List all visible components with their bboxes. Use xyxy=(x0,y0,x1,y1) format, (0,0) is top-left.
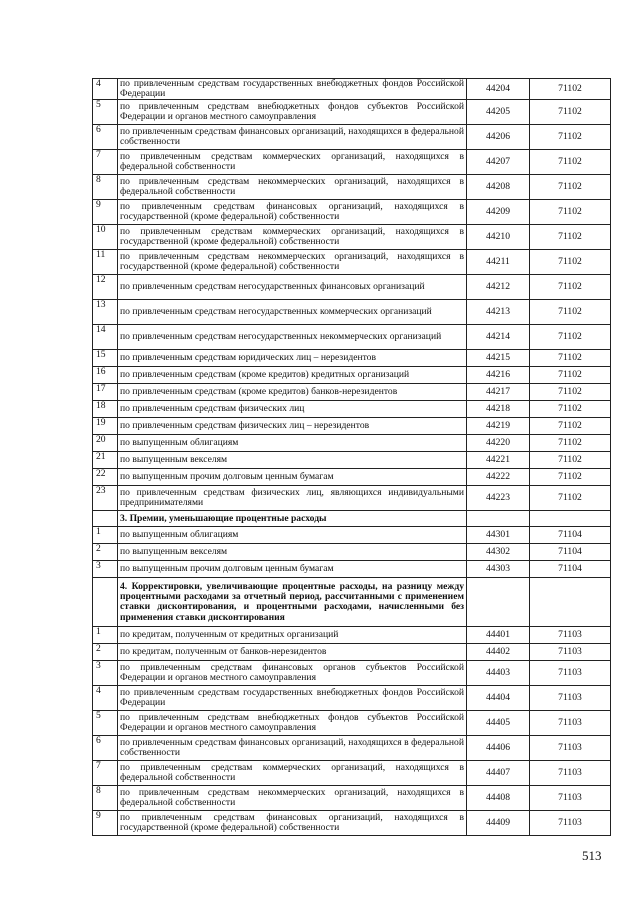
table-row xyxy=(93,175,611,200)
symbol-code xyxy=(530,511,611,527)
row-number: 12 xyxy=(93,275,118,300)
account-code: 44206 xyxy=(467,125,530,150)
account-code xyxy=(467,511,530,527)
row-description: по привлеченным средствам некоммерческих организаций, находящихся в федеральной собственности xyxy=(118,786,467,811)
table-row xyxy=(93,384,611,401)
symbol-code: 71102 xyxy=(530,367,611,384)
row-number: 7 xyxy=(93,150,118,175)
symbol-code: 71102 xyxy=(530,79,611,100)
table-row xyxy=(93,811,611,836)
row-description: по выпущенным облигациям xyxy=(118,435,467,452)
row-number: 7 xyxy=(93,761,118,786)
account-code: 44222 xyxy=(467,469,530,486)
symbol-code: 71103 xyxy=(530,627,611,644)
row-description: по привлеченным средствам физических лиц xyxy=(118,401,467,418)
account-code: 44210 xyxy=(467,225,530,250)
symbol-code: 71102 xyxy=(530,486,611,511)
symbol-code: 71102 xyxy=(530,300,611,325)
row-number: 18 xyxy=(93,401,118,418)
symbol-code: 71102 xyxy=(530,418,611,435)
account-code: 44302 xyxy=(467,544,530,561)
symbol-code: 71104 xyxy=(530,544,611,561)
symbol-code: 71102 xyxy=(530,200,611,225)
account-code: 44401 xyxy=(467,627,530,644)
account-code: 44405 xyxy=(467,711,530,736)
row-number: 3 xyxy=(93,561,118,578)
row-number: 6 xyxy=(93,125,118,150)
table-row xyxy=(93,225,611,250)
symbol-code: 71102 xyxy=(530,384,611,401)
row-description: по привлеченным средствам негосударственных финансовых организаций xyxy=(118,275,467,300)
row-number: 5 xyxy=(93,711,118,736)
table-row xyxy=(93,711,611,736)
account-code: 44407 xyxy=(467,761,530,786)
symbol-code: 71102 xyxy=(530,150,611,175)
section-title: 4. Корректировки, увеличивающие процентные расходы, на разницу между процентными расходами за отчетный период, рассчитанными с применением ставки дисконтирования, и процентными расходами, начисленными без применения ставки дисконтирования xyxy=(118,578,467,627)
row-number: 11 xyxy=(93,250,118,275)
row-number: 1 xyxy=(93,527,118,544)
row-number: 13 xyxy=(93,300,118,325)
row-description: по привлеченным средствам внебюджетных фондов субъектов Российской Федерации и органов местного самоуправления xyxy=(118,711,467,736)
symbol-code: 71104 xyxy=(530,527,611,544)
row-description: по кредитам, полученным от банков-нерезидентов xyxy=(118,644,467,661)
symbol-code: 71102 xyxy=(530,469,611,486)
account-code: 44403 xyxy=(467,661,530,686)
row-number: 23 xyxy=(93,486,118,511)
account-code: 44223 xyxy=(467,486,530,511)
row-number: 14 xyxy=(93,325,118,350)
table-row xyxy=(93,661,611,686)
account-code: 44204 xyxy=(467,79,530,100)
row-description: по привлеченным средствам финансовых органов субъектов Российской Федерации и органов местного самоуправления xyxy=(118,661,467,686)
page-number: 513 xyxy=(582,848,602,863)
account-code: 44219 xyxy=(467,418,530,435)
table-row xyxy=(93,527,611,544)
row-number: 4 xyxy=(93,79,118,100)
table-row xyxy=(93,736,611,761)
row-number: 22 xyxy=(93,469,118,486)
symbol-code: 71102 xyxy=(530,275,611,300)
symbol-code xyxy=(530,578,611,627)
account-code: 44214 xyxy=(467,325,530,350)
table-row xyxy=(93,561,611,578)
section-title: 3. Премии, уменьшающие процентные расходы xyxy=(118,511,467,527)
row-description: по выпущенным векселям xyxy=(118,544,467,561)
row-number: 2 xyxy=(93,544,118,561)
row-description: по привлеченным средствам некоммерческих организаций, находящихся в федеральной собственности xyxy=(118,175,467,200)
table-row xyxy=(93,325,611,350)
row-description: по привлеченным средствам юридических лиц – нерезидентов xyxy=(118,350,467,367)
symbol-code: 71103 xyxy=(530,761,611,786)
account-code: 44205 xyxy=(467,100,530,125)
row-description: по привлеченным средствам (кроме кредитов) банков-нерезидентов xyxy=(118,384,467,401)
symbol-code: 71103 xyxy=(530,644,611,661)
row-description: по привлеченным средствам коммерческих организаций, находящихся в федеральной собственности xyxy=(118,150,467,175)
table-row xyxy=(93,435,611,452)
row-description: по кредитам, полученным от кредитных организаций xyxy=(118,627,467,644)
row-description: по привлеченным средствам государственных внебюджетных фондов Российской Федерации xyxy=(118,79,467,100)
row-number: 3 xyxy=(93,661,118,686)
section-header-row xyxy=(93,578,611,627)
row-description: по выпущенным облигациям xyxy=(118,527,467,544)
row-description: по привлеченным средствам внебюджетных фондов субъектов Российской Федерации и органов местного самоуправления xyxy=(118,100,467,125)
table-row xyxy=(93,79,611,100)
account-code: 44303 xyxy=(467,561,530,578)
account-code: 44213 xyxy=(467,300,530,325)
symbol-code: 71103 xyxy=(530,736,611,761)
account-code: 44209 xyxy=(467,200,530,225)
section-header-row xyxy=(93,511,611,527)
account-code: 44402 xyxy=(467,644,530,661)
table-row xyxy=(93,150,611,175)
table-row xyxy=(93,367,611,384)
accounts-table xyxy=(92,78,611,836)
table-row xyxy=(93,644,611,661)
account-code: 44406 xyxy=(467,736,530,761)
table-row xyxy=(93,100,611,125)
accounts-table-body xyxy=(93,79,611,836)
row-description: по привлеченным средствам (кроме кредитов) кредитных организаций xyxy=(118,367,467,384)
account-code: 44208 xyxy=(467,175,530,200)
row-description: по привлеченным средствам физических лиц – нерезидентов xyxy=(118,418,467,435)
row-number: 20 xyxy=(93,435,118,452)
table-row xyxy=(93,250,611,275)
symbol-code: 71102 xyxy=(530,401,611,418)
row-number: 9 xyxy=(93,811,118,836)
row-description: по привлеченным средствам некоммерческих организаций, находящихся в государственной (кроме федеральной) собственности xyxy=(118,250,467,275)
account-code: 44404 xyxy=(467,686,530,711)
symbol-code: 71104 xyxy=(530,561,611,578)
row-description: по выпущенным прочим долговым ценным бумагам xyxy=(118,469,467,486)
row-description: по привлеченным средствам коммерческих организаций, находящихся в государственной (кроме федеральной) собственности xyxy=(118,225,467,250)
table-row xyxy=(93,452,611,469)
row-number: 8 xyxy=(93,175,118,200)
row-description: по привлеченным средствам негосударственных некоммерческих организаций xyxy=(118,325,467,350)
table-row xyxy=(93,418,611,435)
row-number: 5 xyxy=(93,100,118,125)
row-number: 19 xyxy=(93,418,118,435)
symbol-code: 71102 xyxy=(530,125,611,150)
table-row xyxy=(93,350,611,367)
row-description: по привлеченным средствам финансовых организаций, находящихся в государственной (кроме федеральной) собственности xyxy=(118,200,467,225)
row-description: по привлеченным средствам финансовых организаций, находящихся в государственной (кроме федеральной) собственности xyxy=(118,811,467,836)
table-row xyxy=(93,544,611,561)
symbol-code: 71102 xyxy=(530,175,611,200)
row-number: 1 xyxy=(93,627,118,644)
table-row xyxy=(93,300,611,325)
row-description: по привлеченным средствам государственных внебюджетных фондов Российской Федерации xyxy=(118,686,467,711)
symbol-code: 71103 xyxy=(530,711,611,736)
symbol-code: 71102 xyxy=(530,350,611,367)
table-row xyxy=(93,469,611,486)
account-code: 44215 xyxy=(467,350,530,367)
row-number: 9 xyxy=(93,200,118,225)
row-description: по выпущенным прочим долговым ценным бумагам xyxy=(118,561,467,578)
row-number: 8 xyxy=(93,786,118,811)
account-code: 44409 xyxy=(467,811,530,836)
account-code: 44211 xyxy=(467,250,530,275)
row-description: по привлеченным средствам негосударственных коммерческих организаций xyxy=(118,300,467,325)
account-code: 44218 xyxy=(467,401,530,418)
row-number: 17 xyxy=(93,384,118,401)
table-row xyxy=(93,786,611,811)
table-row xyxy=(93,200,611,225)
row-description: по привлеченным средствам финансовых организаций, находящихся в федеральной собственности xyxy=(118,125,467,150)
symbol-code: 71103 xyxy=(530,811,611,836)
table-row xyxy=(93,686,611,711)
symbol-code: 71102 xyxy=(530,452,611,469)
table-row xyxy=(93,627,611,644)
row-number: 21 xyxy=(93,452,118,469)
symbol-code: 71102 xyxy=(530,435,611,452)
symbol-code: 71103 xyxy=(530,686,611,711)
row-description: по привлеченным средствам коммерческих организаций, находящихся в федеральной собственности xyxy=(118,761,467,786)
row-number: 15 xyxy=(93,350,118,367)
row-number xyxy=(93,511,118,527)
account-code: 44217 xyxy=(467,384,530,401)
row-number: 6 xyxy=(93,736,118,761)
row-number: 4 xyxy=(93,686,118,711)
row-description: по привлеченным средствам физических лиц, являющихся индивидуальными предпринимателями xyxy=(118,486,467,511)
symbol-code: 71102 xyxy=(530,100,611,125)
account-code: 44212 xyxy=(467,275,530,300)
row-number: 10 xyxy=(93,225,118,250)
table-row xyxy=(93,761,611,786)
row-number xyxy=(93,578,118,627)
row-description: по выпущенным векселям xyxy=(118,452,467,469)
table-row xyxy=(93,486,611,511)
row-number: 2 xyxy=(93,644,118,661)
row-number: 16 xyxy=(93,367,118,384)
symbol-code: 71102 xyxy=(530,250,611,275)
account-code: 44408 xyxy=(467,786,530,811)
symbol-code: 71103 xyxy=(530,661,611,686)
account-code: 44301 xyxy=(467,527,530,544)
table-row xyxy=(93,275,611,300)
account-code: 44216 xyxy=(467,367,530,384)
table-row xyxy=(93,401,611,418)
row-description: по привлеченным средствам финансовых организаций, находящихся в федеральной собственности xyxy=(118,736,467,761)
account-code: 44207 xyxy=(467,150,530,175)
symbol-code: 71103 xyxy=(530,786,611,811)
account-code xyxy=(467,578,530,627)
account-code: 44220 xyxy=(467,435,530,452)
symbol-code: 71102 xyxy=(530,225,611,250)
symbol-code: 71102 xyxy=(530,325,611,350)
table-row xyxy=(93,125,611,150)
account-code: 44221 xyxy=(467,452,530,469)
